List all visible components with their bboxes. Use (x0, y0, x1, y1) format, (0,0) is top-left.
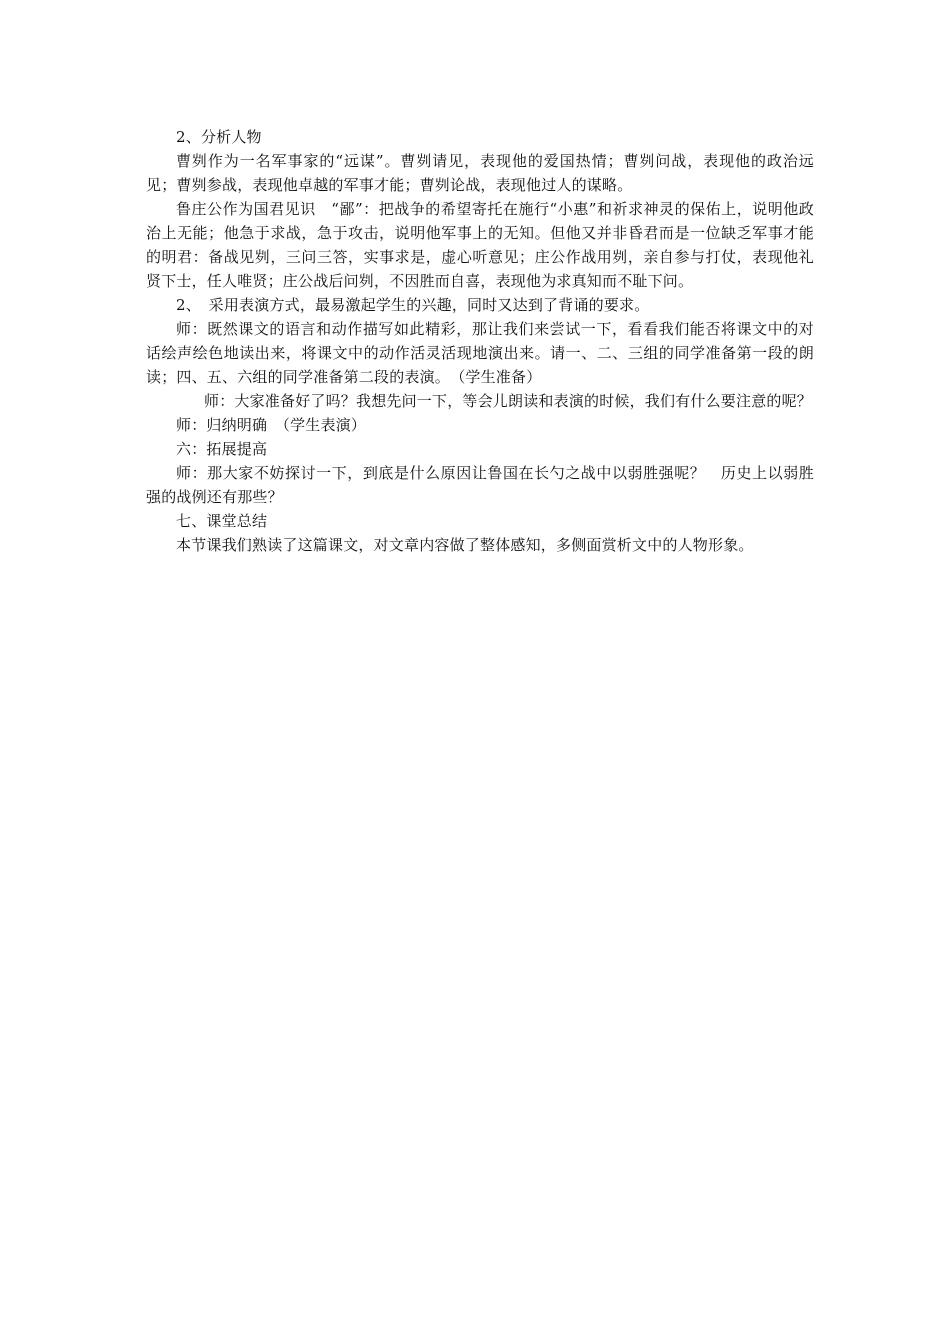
paragraph-teacher-discussion: 师：那大家不妨探讨一下，到底是什么原因让鲁国在长勺之战中以弱胜强呢？ 历史上以弱胜强的战例还有那些？ (146, 464, 814, 506)
document-body (146, 125, 814, 557)
paragraph-lu-zhuang-gong: 鲁庄公作为国君见识 “鄙”：把战争的希望寄托在施行“小惠”和祈求神灵的保佑上，说明他政治上无能；他急于求战，急于攻击，说明他军事上的无知。但他又并非昏君而是一位缺乏军事才能的明君：备战见刿，三问三答，实事求是，虚心听意见；庄公作战用刿，亲自参与打仗，表现他礼贤下士，任人唯贤；庄公战后问刿，不因胜而自喜，表现他为求真知而不耻下问。 (146, 200, 814, 290)
paragraph-lesson-summary: 本节课我们熟读了这篇课文，对文章内容做了整体感知，多侧面赏析文中的人物形象。 (176, 536, 754, 554)
paragraph-teacher-summary: 师：归纳明确 （学生表演） (176, 416, 367, 434)
paragraph-performance-method: 2、 采用表演方式，最易激起学生的兴趣，同时又达到了背诵的要求。 (176, 296, 650, 314)
paragraph-cao-gui: 曹刿作为一名军事家的“远谋”。曹刿请见，表现他的爱国热情；曹刿问战，表现他的政治远见；曹刿参战，表现他卓越的军事才能；曹刿论战，表现他过人的谋略。 (146, 152, 814, 194)
section-heading-analyze-characters: 2、分析人物 (176, 128, 262, 146)
paragraph-teacher-instruction: 师：既然课文的语言和动作描写如此精彩，那让我们来尝试一下，看看我们能否将课文中的对话绘声绘色地读出来，将课文中的动作活灵活现地演出来。请一、二、三组的同学准备第一段的朗读；四、五、六组的同学准备第二段的表演。 （学生准备） (146, 320, 814, 386)
section-heading-extension: 六：拓展提高 (176, 440, 268, 458)
section-heading-summary: 七、课堂总结 (176, 512, 268, 530)
paragraph-teacher-question: 师：大家准备好了吗？我想先问一下，等会儿朗读和表演的时候，我们有什么要注意的呢？ (204, 392, 813, 410)
